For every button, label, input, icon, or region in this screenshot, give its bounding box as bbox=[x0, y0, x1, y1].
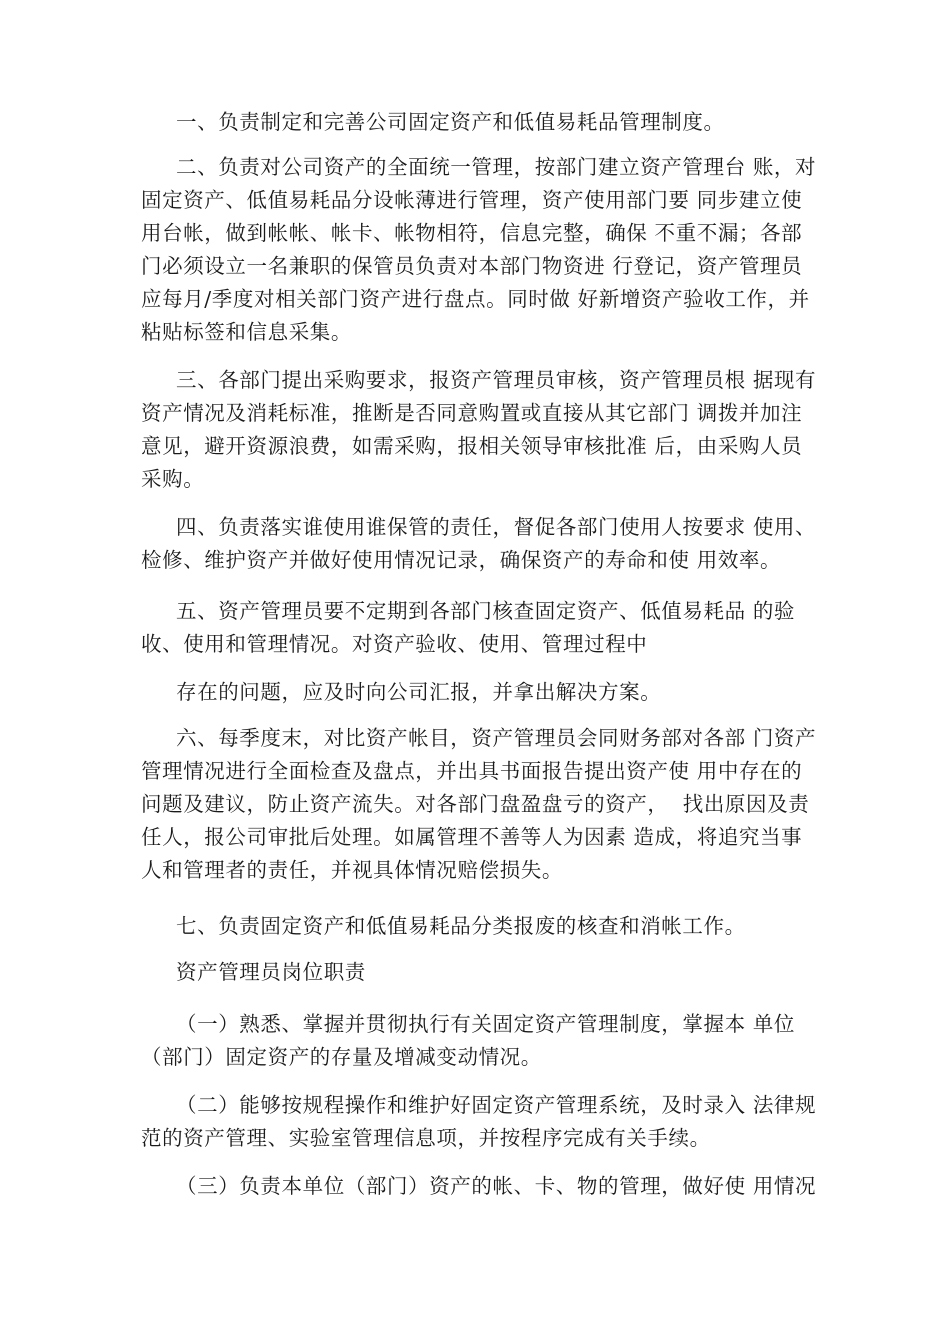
text-line: 意见，避开资源浪费，如需采购，报相关领导审核批准 后，由采购人员 bbox=[141, 434, 803, 458]
text-line: 七、负责固定资产和低值易耗品分类报废的核查和消帐工作。 bbox=[176, 914, 746, 938]
text-line: 用台帐，做到帐帐、帐卡、帐物相符，信息完整，确保 不重不漏；各部 bbox=[141, 221, 803, 245]
text-line: 五、资产管理员要不定期到各部门核查固定资产、低值易耗品 的验 bbox=[176, 599, 796, 623]
text-line: 问题及建议，防止资产流失。对各部门盘盈盘亏的资产， 找出原因及责 bbox=[141, 792, 810, 816]
text-line: 固定资产、低值易耗品分设帐薄进行管理，资产使用部门要 同步建立使 bbox=[141, 188, 803, 212]
text-line: 四、负责落实谁使用谁保管的责任，督促各部门使用人按要求 使用、 bbox=[176, 515, 817, 539]
text-line: 资产情况及消耗标准，推断是否同意购置或直接从其它部门 调拨并加注 bbox=[141, 401, 803, 425]
text-line: 二、负责对公司资产的全面统一管理，按部门建立资产管理台 账，对 bbox=[176, 155, 817, 179]
text-line: （部门）固定资产的存量及增减变动情况。 bbox=[141, 1045, 542, 1069]
text-line: 粘贴标签和信息采集。 bbox=[141, 320, 352, 344]
text-line: 采购。 bbox=[141, 467, 205, 491]
text-line: （二）能够按规程操作和维护好固定资产管理系统，及时录入 法律规 bbox=[176, 1093, 817, 1117]
text-line: 三、各部门提出采购要求，报资产管理员审核，资产管理员根 据现有 bbox=[176, 368, 817, 392]
text-line: 范的资产管理、实验室管理信息项，并按程序完成有关手续。 bbox=[141, 1126, 711, 1150]
text-line: 管理情况进行全面检查及盘点，并出具书面报告提出资产使 用中存在的 bbox=[141, 759, 803, 783]
text-line: 任人，报公司审批后处理。如属管理不善等人为因素 造成，将追究当事 bbox=[141, 825, 803, 849]
text-line: 收、使用和管理情况。对资产验收、使用、管理过程中 bbox=[141, 632, 648, 656]
text-line: （三）负责本单位（部门）资产的帐、卡、物的管理，做好使 用情况 bbox=[176, 1174, 817, 1198]
text-line: 六、每季度末，对比资产帐目，资产管理员会同财务部对各部 门资产 bbox=[176, 726, 817, 750]
section-heading: 资产管理员岗位职责 bbox=[176, 960, 366, 984]
text-line: 应每月/季度对相关部门资产进行盘点。同时做 好新增资产验收工作，并 bbox=[141, 287, 810, 311]
text-line: 存在的问题，应及时向公司汇报，并拿出解决方案。 bbox=[176, 680, 662, 704]
text-line: 门必须设立一名兼职的保管员负责对本部门物资进 行登记，资产管理员 bbox=[141, 254, 803, 278]
text-line: 一、负责制定和完善公司固定资产和低值易耗品管理制度。 bbox=[176, 110, 725, 134]
text-line: 检修、维护资产并做好使用情况记录，确保资产的寿命和使 用效率。 bbox=[141, 548, 782, 572]
text-line: 人和管理者的责任，并视具体情况赔偿损失。 bbox=[141, 858, 563, 882]
text-line: （一）熟悉、掌握并贯彻执行有关固定资产管理制度，掌握本 单位 bbox=[176, 1012, 796, 1036]
